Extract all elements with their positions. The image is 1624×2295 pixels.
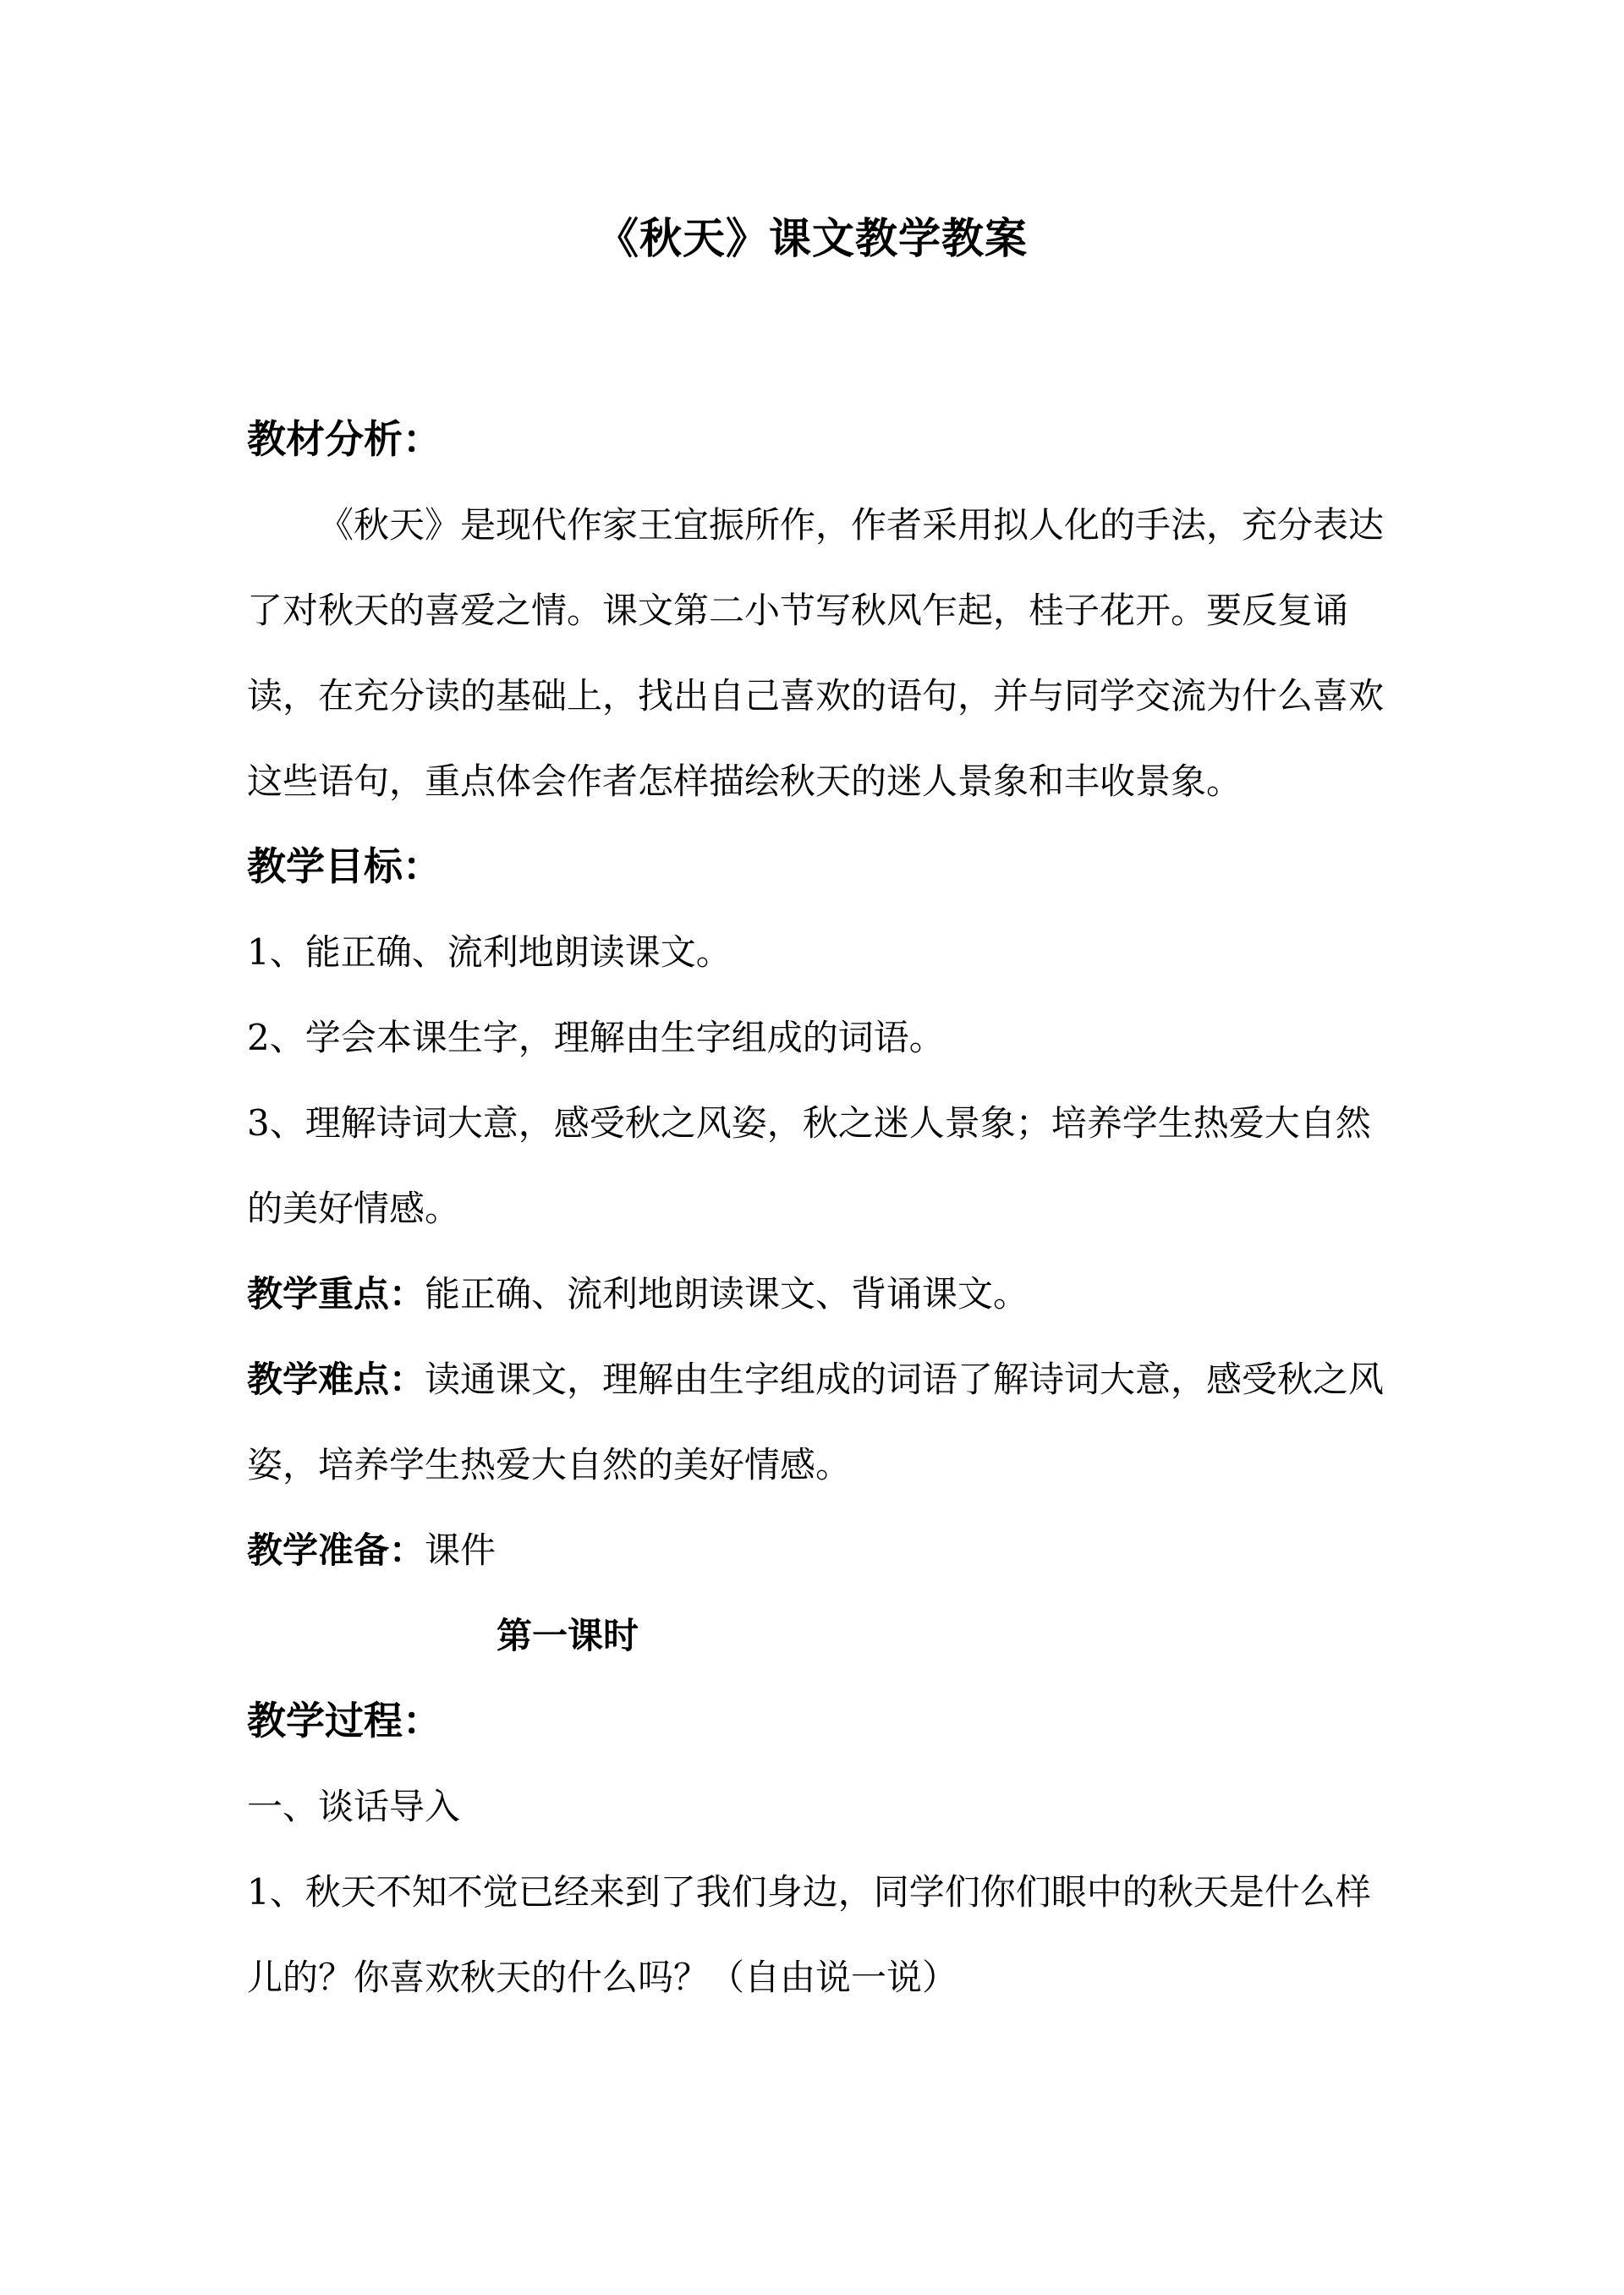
lesson-heading: 第一课时 bbox=[497, 1615, 639, 1656]
key-points-label: 教学重点： bbox=[247, 1273, 425, 1315]
difficulties-line bbox=[247, 1337, 1389, 1507]
key-points-text: 能正确、流利地朗读课文、背诵课文。 bbox=[425, 1273, 1029, 1315]
process-item-1: 1、秋天不知不觉已经来到了我们身边，同学们你们眼中的秋天是什么样儿的？你喜欢秋天的什么吗？（自由说一说） bbox=[247, 1871, 1371, 1998]
analysis-heading: 教材分析： bbox=[247, 416, 442, 462]
goals-heading: 教学目标： bbox=[247, 843, 442, 889]
goal-item-2: 2、学会本课生字，理解由生字组成的词语。 bbox=[247, 1017, 945, 1058]
document-body bbox=[247, 397, 1389, 2020]
analysis-text: 《秋天》是现代作家王宜振所作，作者采用拟人化的手法，充分表达了对秋天的喜爱之情。课文第二小节写秋风乍起，桂子花开。要反复诵读，在充分读的基础上，找出自己喜欢的语句，并与同学交流为什么喜欢这些语句，重点体会作者怎样描绘秋天的迷人景象和丰收景象。 bbox=[247, 504, 1385, 802]
goal-item-3: 3、理解诗词大意，感受秋之风姿，秋之迷人景象；培养学生热爱大自然的美好情感。 bbox=[247, 1102, 1371, 1229]
key-points-line bbox=[247, 1251, 1389, 1337]
process-section-1: 一、谈话导入 bbox=[247, 1786, 461, 1827]
goal-item-1: 1、能正确、流利地朗读课文。 bbox=[247, 931, 732, 973]
difficulties-label: 教学难点： bbox=[247, 1359, 425, 1400]
preparation-line bbox=[247, 1507, 1389, 1593]
difficulties-text: 读通课文，理解由生字组成的词语了解诗词大意，感受秋之风姿，培养学生热爱大自然的美好情感。 bbox=[247, 1359, 1385, 1485]
document-title: 《秋天》课文教学教案 bbox=[596, 213, 1028, 263]
preparation-label: 教学准备： bbox=[247, 1529, 425, 1571]
process-heading: 教学过程： bbox=[247, 1698, 442, 1743]
preparation-text: 课件 bbox=[425, 1529, 497, 1571]
